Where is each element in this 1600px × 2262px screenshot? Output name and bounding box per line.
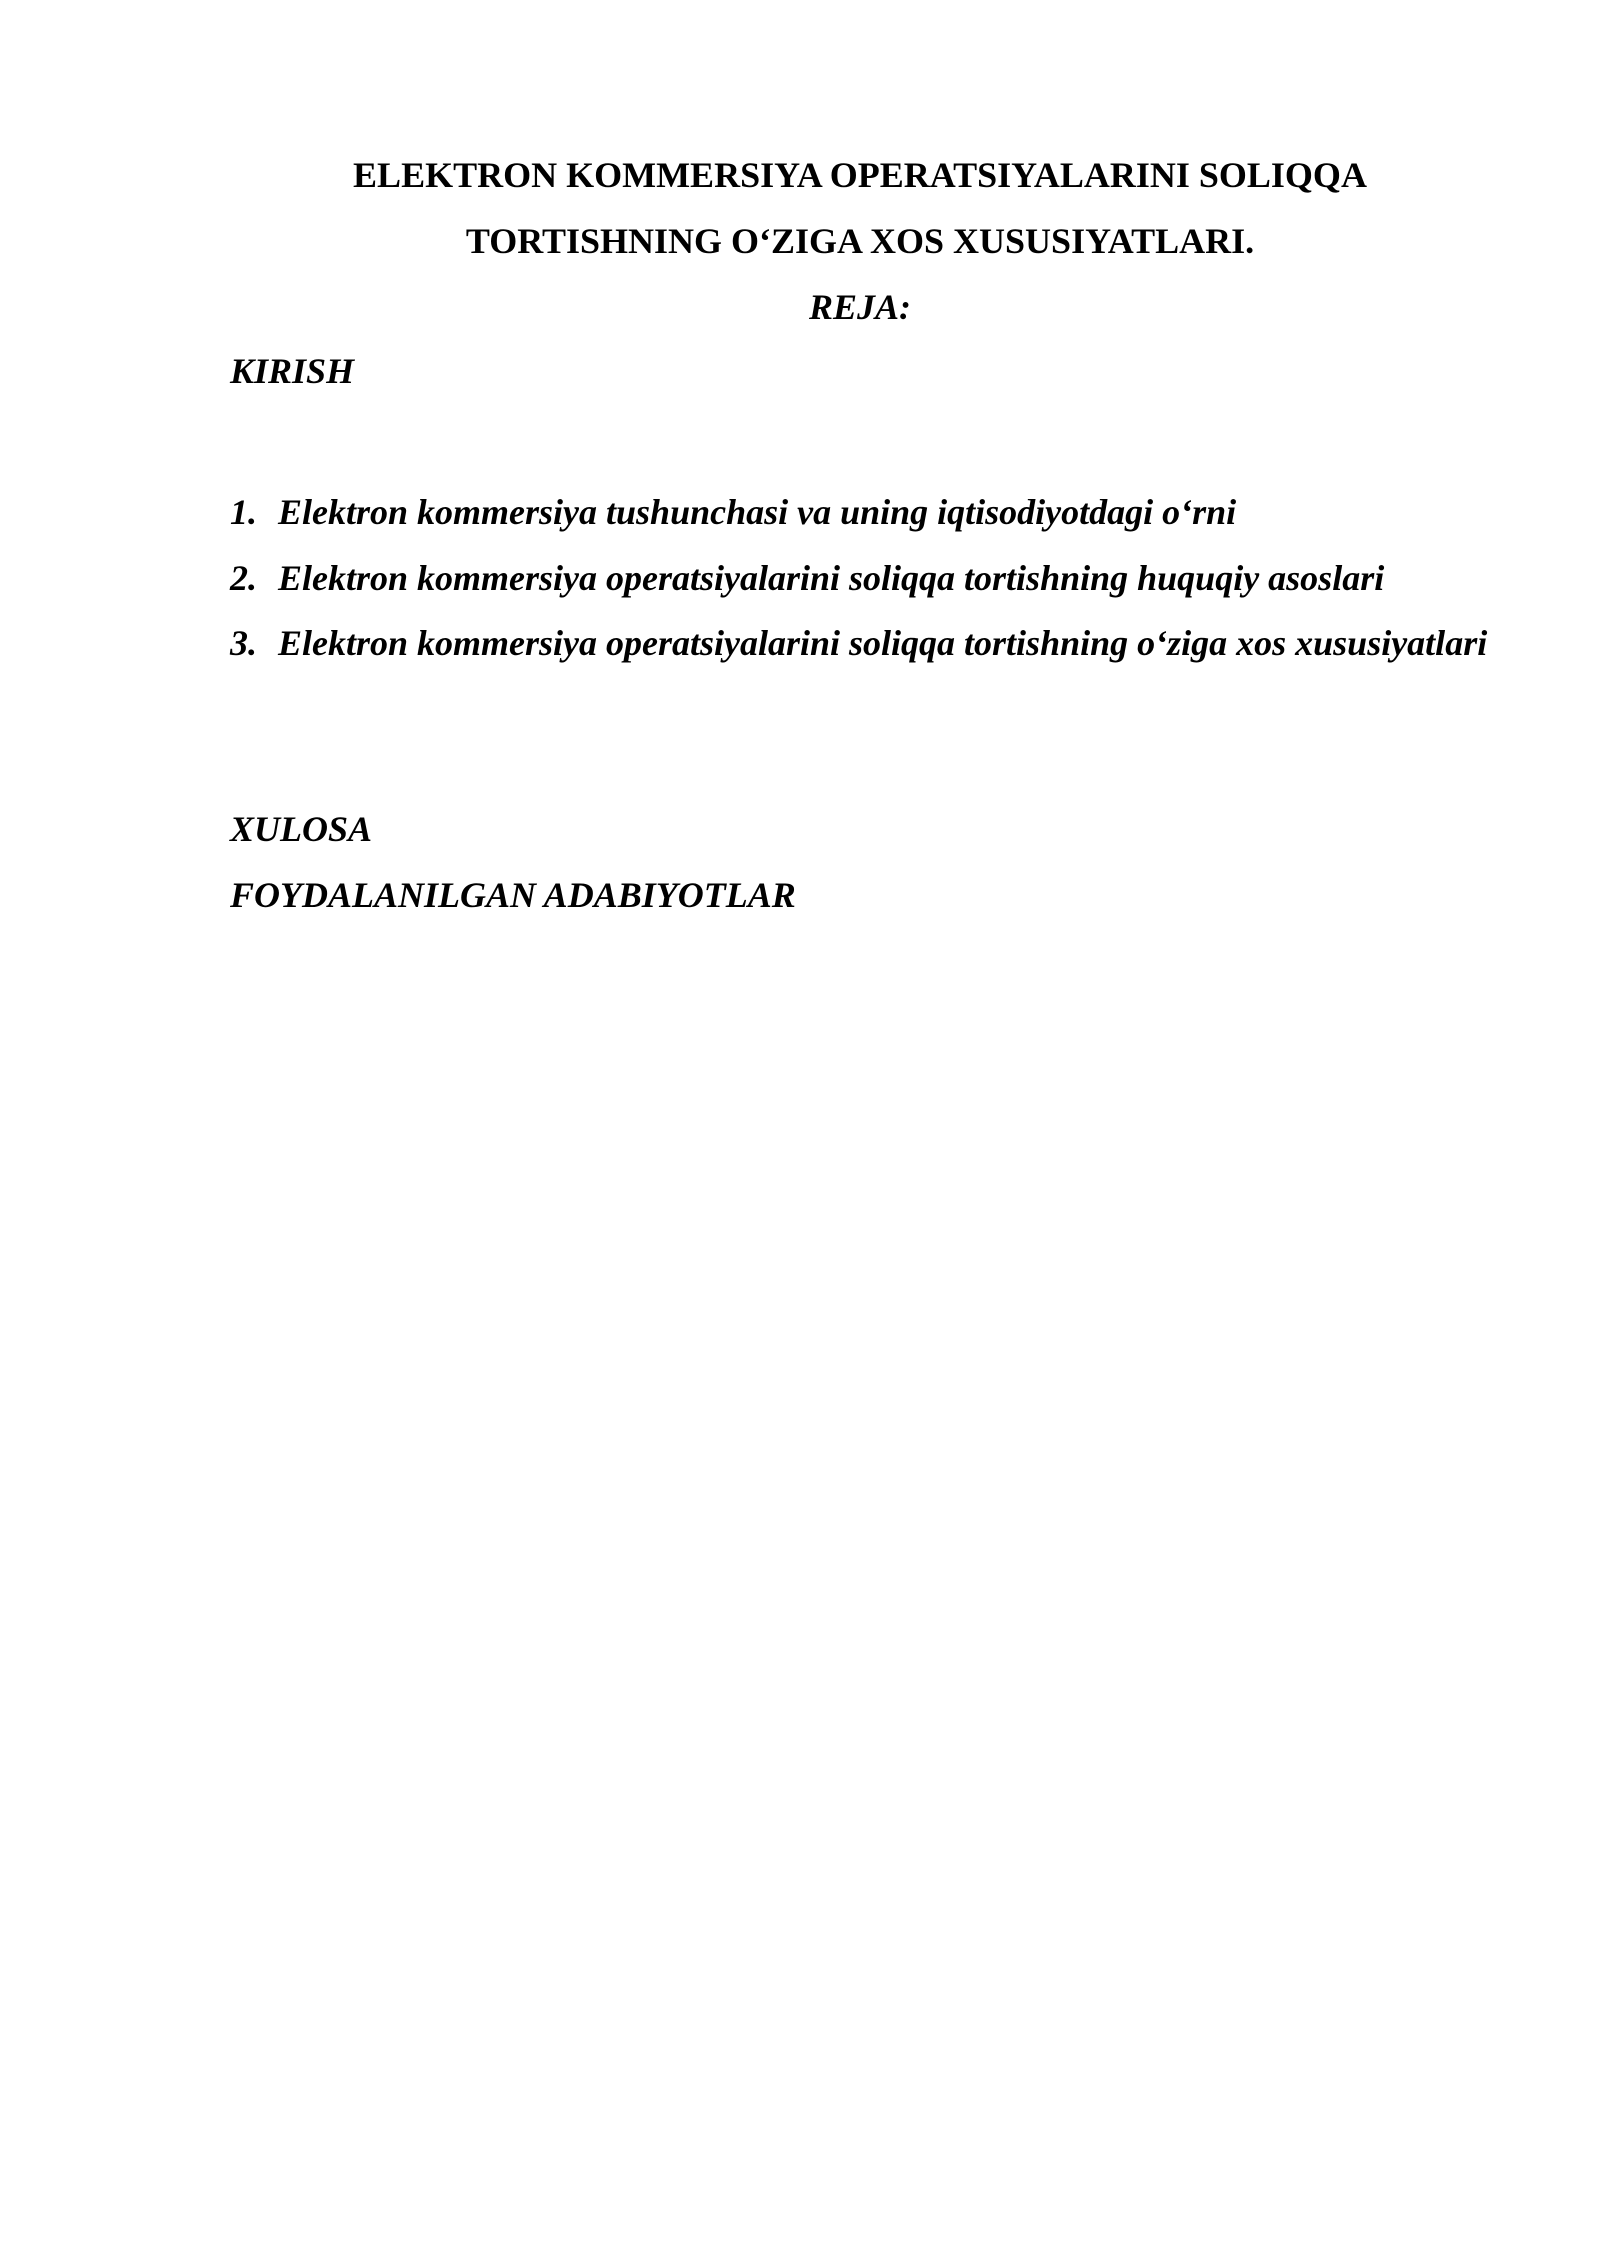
plan-item-2	[230, 546, 1530, 612]
document-title-line-2: TORTISHNING O‘ZIGA XOS XUSUSIYATLARI.	[465, 221, 1255, 261]
plan-item-number: 1.	[230, 492, 257, 532]
plan-item-3	[230, 611, 1530, 677]
plan-heading: REJA:	[808, 287, 912, 327]
plan-item-1	[230, 480, 1530, 546]
plan-item-text: Elektron kommersiya tushunchasi va uning iqtisodiyotdagi o‘rni	[278, 492, 1237, 532]
plan-list	[230, 480, 1530, 677]
document-title-line-1: ELEKTRON KOMMERSIYA OPERATSIYALARINI SOLIQQA	[353, 155, 1367, 195]
section-conclusion: XULOSA	[230, 809, 373, 849]
plan-item-number: 3.	[230, 623, 257, 663]
section-intro: KIRISH	[230, 351, 355, 391]
plan-item-text: Elektron kommersiya operatsiyalarini soliqqa tortishning o‘ziga xos xususiyatlari	[278, 623, 1488, 663]
section-references: FOYDALANILGAN ADABIYOTLAR	[230, 875, 796, 915]
plan-item-text: Elektron kommersiya operatsiyalarini soliqqa tortishning huquqiy asoslari	[278, 557, 1385, 598]
plan-item-number: 2.	[230, 557, 257, 598]
